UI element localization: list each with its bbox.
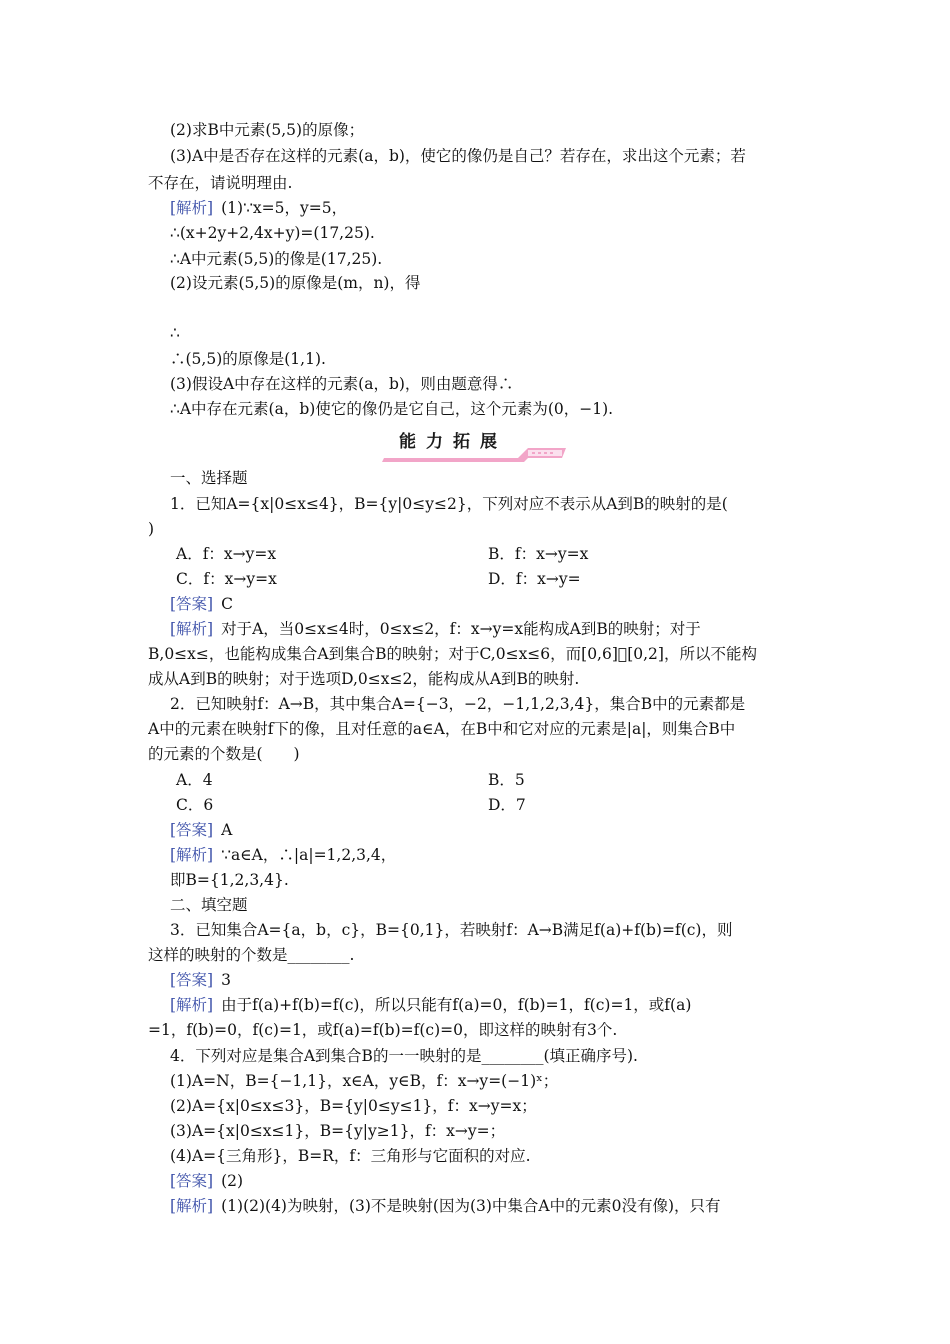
option-b: B．f：x→y=x xyxy=(488,545,589,563)
answer-value: C xyxy=(221,595,233,613)
text-line: 即B={1,2,3,4}. xyxy=(170,871,289,889)
answer-value: 3 xyxy=(221,971,231,989)
answer-line xyxy=(170,592,830,617)
analysis-text: 由于f(a)+f(b)=f(c)，所以只能有f(a)=0，f(b)=1，f(c)=1，或f(a) xyxy=(221,996,692,1014)
question-4-item: (2)A={x|0≤x≤3}，B={y|0≤y≤1}，f：x→y=x； xyxy=(170,1097,537,1115)
analysis-tag: [解析] xyxy=(170,1197,214,1215)
analysis-text: (1)(2)(4)为映射，(3)不是映射(因为(3)中集合A中的元素0没有像)，只有 xyxy=(221,1197,721,1215)
text-line: ∴A中存在元素(a，b)使它的像仍是它自己，这个元素为(0，−1). xyxy=(170,400,614,418)
text-line: B,0≤x≤，也能构成集合A到集合B的映射；对于C,0≤x≤6，而[0,6]⃠[0,2]，所以不能构 xyxy=(148,645,757,663)
analysis-text: 对于A，当0≤x≤4时，0≤x≤2，f：x→y=x能构成A到B的映射；对于 xyxy=(221,620,701,638)
analysis-line xyxy=(170,993,830,1018)
question-2-options-row xyxy=(0,793,900,818)
option-d: D．f：x→y= xyxy=(488,570,581,588)
question-1-options-row xyxy=(0,542,900,567)
analysis-line xyxy=(170,196,830,221)
option-c: C．6 xyxy=(176,796,214,814)
answer-value: A xyxy=(221,821,233,839)
analysis-line xyxy=(170,1194,830,1219)
text-line: (2)设元素(5,5)的原像是(m，n)，得 xyxy=(170,274,421,292)
section-heading: 二、填空题 xyxy=(170,896,248,914)
answer-line xyxy=(170,818,830,843)
question-1-stem: 1．已知A={x|0≤x≤4}，B={y|0≤y≤2}，下列对应不表示从A到B的映射的是( xyxy=(170,495,728,513)
option-a: A．f：x→y=x xyxy=(176,545,277,563)
question-2-options-row xyxy=(0,768,900,793)
question-3-stem: 3．已知集合A={a，b，c}，B={0,1}，若映射f：A→B满足f(a)+f(b)=f(c)，则 xyxy=(170,921,733,939)
answer-tag: [答案] xyxy=(170,595,214,613)
text-line: (3)假设A中存在这样的元素(a，b)，则由题意得∴ xyxy=(170,375,514,393)
option-a: A．4 xyxy=(176,771,213,789)
analysis-text: ∵a∈A，∴|a|=1,2,3,4， xyxy=(221,846,397,864)
question-4-item: (4)A={三角形}，B=R，f：三角形与它面积的对应. xyxy=(170,1147,531,1165)
question-4-item: (1)A=N，B={−1,1}，x∈A，y∈B，f：x→y=(−1)ˣ； xyxy=(170,1072,559,1090)
option-c: C．f：x→y=x xyxy=(176,570,277,588)
answer-line xyxy=(170,1169,830,1194)
option-d: D．7 xyxy=(488,796,526,814)
question-2-stem: 的元素的个数是( ) xyxy=(148,745,300,763)
question-1-options-row xyxy=(0,567,900,592)
analysis-text: (1)∵x=5，y=5， xyxy=(221,199,348,217)
text-line: 不存在，请说明理由. xyxy=(148,174,293,192)
question-1-stem: ) xyxy=(148,520,155,538)
text-line: (2)求B中元素(5,5)的原像； xyxy=(170,121,365,139)
answer-line xyxy=(170,968,830,993)
section-title: 能力拓展 xyxy=(399,432,507,452)
text-line: =1，f(b)=0，f(c)=1，或f(a)=f(b)=f(c)=0，即这样的映射有3个. xyxy=(148,1021,618,1039)
question-4-item: (3)A={x|0≤x≤1}，B={y|y≥1}，f：x→y=； xyxy=(170,1122,506,1140)
section-banner xyxy=(378,428,568,464)
text-line: ∴A中元素(5,5)的像是(17,25). xyxy=(170,250,383,268)
answer-tag: [答案] xyxy=(170,821,214,839)
text-line: ∴(5,5)的原像是(1,1). xyxy=(170,350,326,368)
text-line: ∴(x+2y+2,4x+y)=(17,25). xyxy=(170,224,375,242)
analysis-line xyxy=(170,843,830,868)
answer-value: (2) xyxy=(221,1172,244,1190)
analysis-tag: [解析] xyxy=(170,620,214,638)
option-b: B．5 xyxy=(488,771,525,789)
analysis-line xyxy=(170,617,830,642)
analysis-tag: [解析] xyxy=(170,996,214,1014)
answer-tag: [答案] xyxy=(170,1172,214,1190)
question-2-stem: A中的元素在映射f下的像，且对任意的a∈A，在B中和它对应的元素是|a|，则集合B中 xyxy=(148,720,736,738)
text-line: 成从A到B的映射；对于选项D,0≤x≤2，能构成从A到B的映射. xyxy=(148,670,580,688)
question-3-stem: 这样的映射的个数是________. xyxy=(148,946,355,964)
analysis-tag: [解析] xyxy=(170,199,214,217)
question-2-stem: 2．已知映射f：A→B，其中集合A={−3，−2，−1,1,2,3,4}，集合B中的元素都是 xyxy=(170,695,746,713)
text-line: (3)A中是否存在这样的元素(a，b)，使它的像仍是自己？若存在，求出这个元素；若 xyxy=(170,147,746,165)
text-line: ∴ xyxy=(170,324,180,342)
analysis-tag: [解析] xyxy=(170,846,214,864)
question-4-stem: 4．下列对应是集合A到集合B的一一映射的是________(填正确序号). xyxy=(170,1047,638,1065)
answer-tag: [答案] xyxy=(170,971,214,989)
section-heading: 一、选择题 xyxy=(170,469,248,487)
